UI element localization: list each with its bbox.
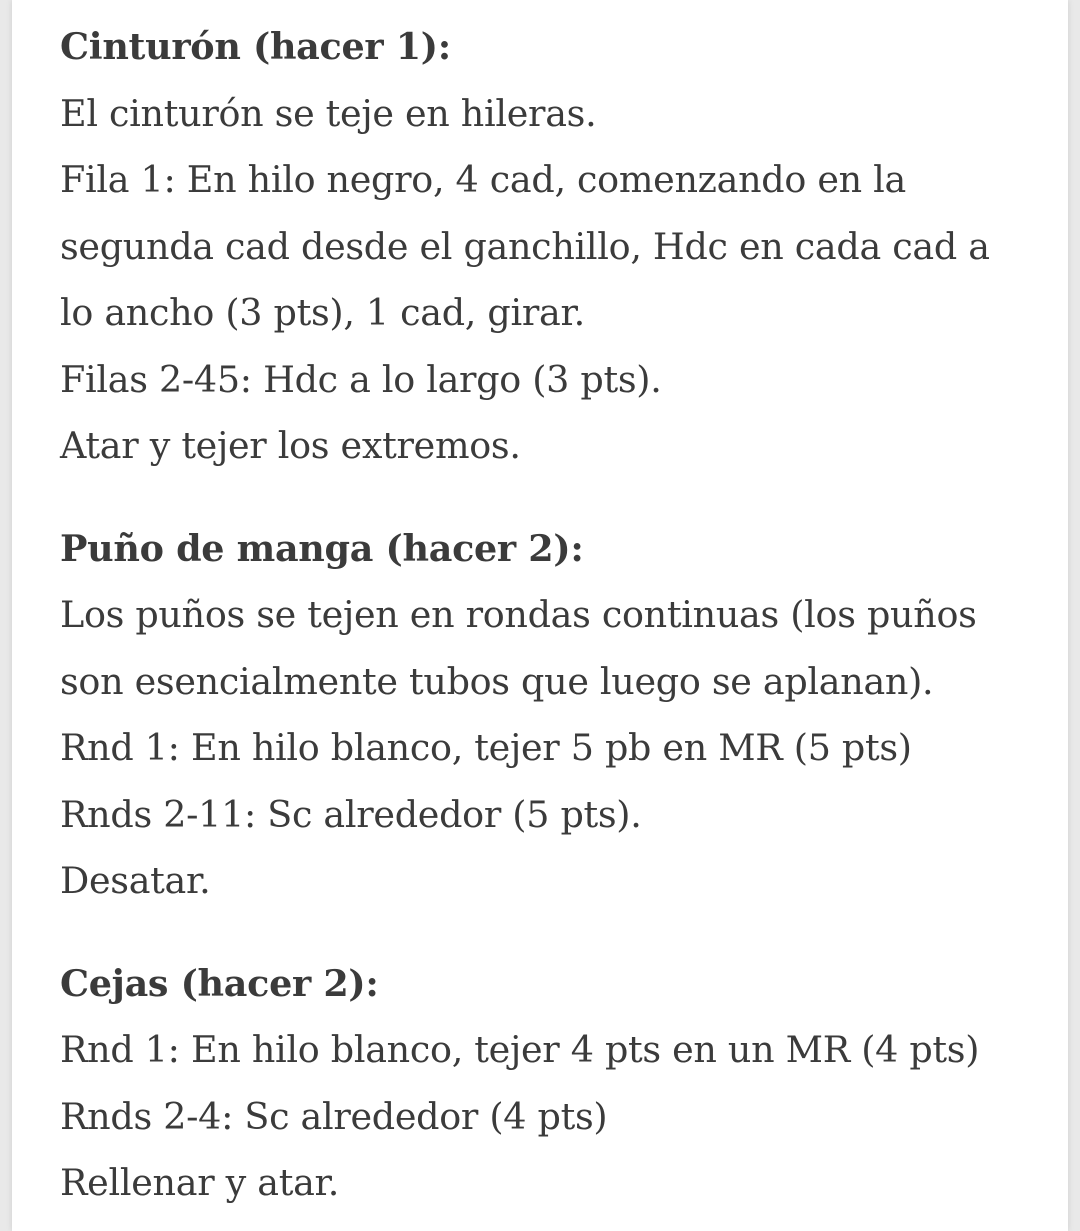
document-page — [12, 0, 1068, 1231]
section-heading: Cinturón (hacer 1): — [60, 25, 451, 68]
instruction-line: Rnds 2-4: Sc alrededor (4 pts) — [60, 1094, 608, 1138]
instruction-line: Rellenar y atar. — [60, 1161, 340, 1204]
instruction-line: son esencialmente tubos que luego se aplanan). — [60, 659, 934, 703]
section-puno-de-manga — [60, 516, 1060, 915]
instruction-line: Rnd 1: En hilo blanco, tejer 4 pts en un MR (4 pts) — [60, 1028, 980, 1071]
instruction-line: El cinturón se teje en hileras. — [60, 91, 597, 135]
instruction-line: segunda cad desde el ganchillo, Hdc en cada cad a — [60, 224, 990, 268]
section-cinturon — [60, 14, 1060, 480]
instruction-line: Rnd 1: En hilo blanco, tejer 5 pb en MR (5 pts) — [60, 726, 912, 769]
instruction-line: Fila 1: En hilo negro, 4 cad, comenzando en la — [60, 158, 906, 201]
instruction-line: Atar y tejer los extremos. — [60, 424, 521, 467]
pattern-content — [60, 14, 1060, 1217]
instruction-line: Rnds 2-11: Sc alrededor (5 pts). — [60, 792, 642, 836]
section-cejas — [60, 951, 1060, 1217]
section-heading: Puño de manga (hacer 2): — [60, 526, 584, 570]
section-heading: Cejas (hacer 2): — [60, 961, 379, 1005]
instruction-line: Desatar. — [60, 859, 211, 902]
instruction-line: lo ancho (3 pts), 1 cad, girar. — [60, 291, 585, 334]
instruction-line: Filas 2-45: Hdc a lo largo (3 pts). — [60, 357, 662, 401]
instruction-line: Los puños se tejen en rondas continuas (los puños — [60, 593, 977, 636]
